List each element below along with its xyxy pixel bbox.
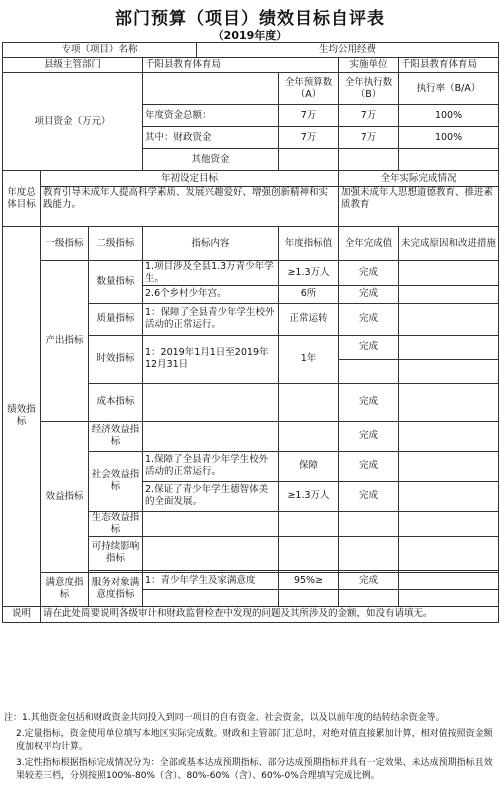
satisfaction-label: 满意度指标 [41, 572, 89, 606]
indicator-content: 1：青少年学生及家满意度 [143, 572, 279, 589]
indicator-content [143, 589, 279, 606]
indicator-target: 6所 [279, 285, 339, 303]
output-label: 产出指标 [41, 261, 89, 422]
indicator-target: ≥1.3万人 [279, 481, 339, 511]
goals-initial-text: 教育引导未成年人提高科学素质、发展兴趣爱好、增强创新精神和实践能力。 [41, 187, 339, 227]
funds-row-a [279, 149, 339, 171]
indicator-target: 正常运转 [279, 303, 339, 335]
perf-h-content: 指标内容 [143, 227, 279, 261]
indicator-done [339, 511, 399, 536]
indicator-target [279, 421, 339, 451]
indicator-target: 95%≥ [279, 572, 339, 589]
funds-row-b [339, 149, 399, 171]
indicator-reason [399, 572, 499, 589]
indicator-done: 完成 [339, 421, 399, 451]
funds-col-b: 全年执行数（B） [339, 73, 399, 105]
perf-h-level2: 二级指标 [89, 227, 143, 261]
indicator-content: 2.保证了青少年学生德智体美的全面发展。 [143, 481, 279, 511]
indicator-done: 完成 [339, 451, 399, 481]
remark-row [3, 606, 499, 622]
evaluation-table [2, 42, 499, 623]
indicator-done: 完成 [339, 383, 399, 421]
indicator-reason [399, 335, 499, 359]
indicator-content [143, 536, 279, 570]
indicator-reason [399, 359, 499, 383]
indicator-reason [399, 303, 499, 335]
indicator-done [339, 536, 399, 570]
indicator-done: 完成 [339, 285, 399, 303]
goals-text-row [3, 187, 499, 227]
funds-blank [143, 73, 279, 105]
indicator-reason [399, 511, 499, 536]
perf-h-reason: 未完成原因和改进措施 [399, 227, 499, 261]
funds-row-label: 其中：财政资金 [143, 127, 279, 149]
indicator-reason [399, 421, 499, 451]
service-row-1 [3, 572, 499, 589]
indicator-content [143, 421, 279, 451]
quantity-label: 数量指标 [89, 261, 143, 304]
goals-actual-text: 加强未成年人思想道德教育、推进素质教育 [339, 187, 499, 227]
funds-row-rate [399, 149, 499, 171]
indicator-content [143, 383, 279, 421]
indicator-reason [399, 536, 499, 570]
funds-row-b: 7万 [339, 105, 399, 127]
indicator-content: 2.6个乡村少年宫。 [143, 285, 279, 303]
project-value: 生均公用经费 [197, 43, 499, 58]
indicator-done [339, 589, 399, 606]
impl-label: 实施单位 [339, 58, 399, 73]
funds-row-label: 其他资金 [143, 149, 279, 171]
funds-row-label: 年度资金总额： [143, 105, 279, 127]
effect-label: 效益指标 [41, 421, 89, 572]
funds-row-b: 7万 [339, 127, 399, 149]
funds-row-a: 7万 [279, 105, 339, 127]
indicator-target [279, 536, 339, 570]
service-label: 服务对象满意度指标 [89, 572, 143, 606]
indicator-done: 完成 [339, 303, 399, 335]
indicator-reason [399, 383, 499, 421]
note-3: 3.定性指标根据指标完成情况分为：全部或基本达成预期指标、部分达成预期指标并具有一定效果、未达成预期指标且效果较差三档，分别按照100%-80%（含）、80%-60%（含）、60%-0%合理填写完成比例。 [16, 757, 493, 781]
dept-value: 千阳县教育体育局 [143, 58, 339, 73]
project-label: 专项（项目）名称 [3, 43, 197, 58]
quality-label: 质量指标 [89, 303, 143, 335]
indicator-reason [399, 451, 499, 481]
social-label: 社会效益指标 [89, 451, 143, 511]
indicator-reason [399, 285, 499, 303]
economic-row [3, 421, 499, 451]
perf-label: 绩效指标 [3, 227, 41, 607]
impl-value: 千阳县教育体育局 [399, 58, 499, 73]
quantity-row-1 [3, 261, 499, 286]
indicator-content [143, 511, 279, 536]
perf-h-level1: 一级指标 [41, 227, 89, 261]
note-1: 注：1.其他资金包括和财政资金共同投入到同一项目的自有资金、社会资金，以及以前年度的结转结余资金等。 [4, 713, 445, 723]
indicator-reason [399, 589, 499, 606]
indicator-done: 完成 [339, 335, 399, 359]
perf-h-target: 年度指标值 [279, 227, 339, 261]
funds-row-a: 7万 [279, 127, 339, 149]
goals-label: 年度总体目标 [3, 171, 41, 227]
funds-row-rate: 100% [399, 127, 499, 149]
goals-header-row [3, 171, 499, 187]
ecology-label: 生态效益指标 [89, 511, 143, 536]
goals-initial-label: 年初设定目标 [41, 171, 339, 187]
funds-row-rate: 100% [399, 105, 499, 127]
project-row [3, 43, 499, 58]
indicator-reason [399, 261, 499, 286]
remark-label: 说明 [3, 606, 41, 622]
indicator-content: 1.项目涉及全县1.3万青少年学生。 [143, 261, 279, 286]
indicator-target [279, 589, 339, 606]
notes [4, 712, 496, 786]
indicator-target: 1年 [279, 335, 339, 383]
page-title: 部门预算（项目）绩效目标自评表 [115, 9, 385, 29]
note-2: 2.定量指标，资金使用单位填写本地区实际完成数。财政和主管部门汇总时，对绝对值直接累加计算，相对值按照资金额度加权平均计算。 [16, 728, 493, 752]
sustain-label: 可持续影响指标 [89, 536, 143, 570]
indicator-target [279, 383, 339, 421]
indicator-content: 1：2019年1月1日至2019年12月31日 [143, 335, 279, 383]
indicator-done-blank [339, 359, 399, 383]
funds-header-row [3, 73, 499, 105]
indicator-done: 完成 [339, 261, 399, 286]
indicator-target: ≥1.3万人 [279, 261, 339, 286]
indicator-content: 1.保障了全县青少年学生校外活动的正常运行。 [143, 451, 279, 481]
perf-h-done: 全年完成值 [339, 227, 399, 261]
indicator-done: 完成 [339, 481, 399, 511]
dept-row [3, 58, 499, 73]
perf-header-row [3, 227, 499, 261]
indicator-done: 完成 [339, 572, 399, 589]
page-year: （2019年度） [212, 29, 288, 42]
remark-text: 请在此处简要说明各级审计和财政监督检查中发现的问题及其所涉及的金额，如没有请填无。 [41, 606, 499, 622]
indicator-reason [399, 481, 499, 511]
funds-col-a: 全年预算数（A） [279, 73, 339, 105]
timeliness-label: 时效指标 [89, 335, 143, 383]
funds-col-rate: 执行率（B/A） [399, 73, 499, 105]
cost-label: 成本指标 [89, 383, 143, 421]
dept-label: 县级主管部门 [3, 58, 143, 73]
economic-label: 经济效益指标 [89, 421, 143, 451]
indicator-target: 保障 [279, 451, 339, 481]
indicator-target [279, 511, 339, 536]
funds-label: 项目资金（万元） [3, 73, 143, 171]
goals-actual-label: 全年实际完成情况 [339, 171, 499, 187]
indicator-content: 1：保障了全县青少年学生校外活动的正常运行。 [143, 303, 279, 335]
